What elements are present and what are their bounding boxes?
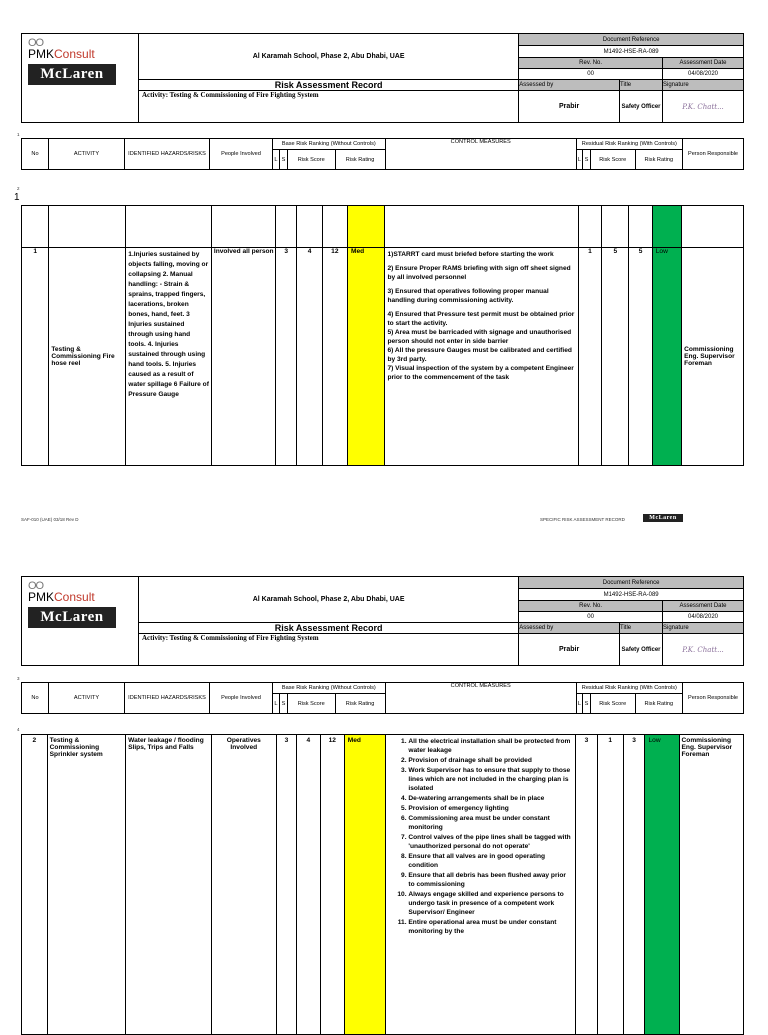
- col-rrating: Risk Rating: [635, 150, 682, 170]
- row1-activity: Testing & Commissioning Fire hose reel: [49, 248, 126, 466]
- signature-label: Signature: [663, 80, 744, 91]
- page1-header: [21, 33, 744, 123]
- row2-control-2: 2. Provision of drainage shall be provided: [408, 756, 573, 765]
- col-control: CONTROL MEASURES: [385, 139, 576, 170]
- row1-rscore: 5: [629, 248, 652, 466]
- row2-rs: 1: [597, 735, 623, 1035]
- logo-circles: OO: [28, 37, 44, 49]
- col-responsible: Person Responsible: [683, 139, 744, 170]
- row2-control-9: 9. Ensure that all debris has been flushed away prior to commissioning: [408, 871, 573, 889]
- rev: 00: [519, 69, 663, 80]
- row1-hazards: 1.Injuries sustained by objects falling, moving or collapsing 2. Manual handling: - Strain & sprains, trapped fingers, lacerations, broken bones, hand, feet. 3 Injuries sustained through using hand tools. 4. Injuries sustained through using hand tools. 5. Injuries caused as a result of water spillage 6 Failure of Pressure Gauge: [126, 248, 212, 466]
- row1-no: 1: [22, 248, 49, 466]
- row1-responsible: Commissioning Eng. Supervisor Foreman: [682, 248, 744, 466]
- row2-people: Operatives Involved: [211, 735, 276, 1035]
- col-people-2: People Involved: [210, 683, 273, 714]
- row2-control-4: 4. De-watering arrangements shall be in place: [408, 794, 573, 803]
- row2-rating: Med: [344, 735, 386, 1035]
- col-l-2: L: [273, 694, 280, 714]
- page1-column-header: [21, 138, 744, 170]
- row2-control-11: 11. Entire operational area must be under constant monitoring by the: [408, 918, 573, 936]
- logo-circles-2: OO: [28, 580, 44, 592]
- row2-responsible: Commissioning Eng. Supervisor Foreman: [679, 735, 743, 1035]
- logo-block: [22, 34, 139, 123]
- assess-date-label-2: Assessment Date: [663, 601, 744, 612]
- row1-control-4: 4) Ensured that Pressure test permit must be obtained prior to start the activity.: [387, 311, 575, 327]
- record-title: Risk Assessment Record: [139, 80, 519, 91]
- row1-control-2: 2) Ensure Proper RAMS briefing with sign off sheet signed by all involved personnel: [387, 265, 571, 281]
- col-residual-2: Residual Risk Ranking (With Controls): [576, 683, 682, 694]
- row2-rscore: 3: [623, 735, 645, 1035]
- rev-label-2: Rev. No.: [519, 601, 663, 612]
- col-rscore: Risk Score: [590, 150, 635, 170]
- doc-ref-label-2: Document Reference: [519, 577, 744, 589]
- footer-left: SAF-010 (UAE) 03/18 Rev D: [21, 517, 79, 522]
- row2-rrating: Low: [645, 735, 679, 1035]
- row2-score: 12: [320, 735, 344, 1035]
- row2-control-5: 5. Provision of emergency lighting: [408, 804, 573, 813]
- signature: P.K. Chatt...: [663, 91, 744, 123]
- rev-label: Rev. No.: [519, 58, 663, 69]
- assessor: Prabir: [519, 91, 620, 123]
- row2-table: [21, 734, 744, 1035]
- row1-control-7: 7) Visual inspection of the system by a competent Engineer prior to the commencement of the task: [387, 365, 574, 381]
- col-rating-2: Risk Rating: [335, 694, 385, 714]
- page-marker-1: 1: [17, 132, 20, 137]
- col-base-2: Base Risk Ranking (Without Controls): [273, 683, 386, 694]
- mclaren-logo: McLaren: [28, 64, 116, 85]
- logo-block-2: [22, 577, 139, 666]
- footer-mclaren-logo: McLaren: [643, 514, 683, 522]
- col-l: L: [273, 150, 280, 170]
- col-activity-2: ACTIVITY: [49, 683, 125, 714]
- project-title-2: Al Karamah School, Phase 2, Abu Dhabi, UAE: [139, 577, 519, 623]
- col-score: Risk Score: [287, 150, 335, 170]
- col-people: People Involved: [210, 139, 273, 170]
- page-marker-3: 3: [17, 676, 20, 681]
- assess-date: 04/08/2020: [663, 69, 744, 80]
- row1-rl: 1: [578, 248, 601, 466]
- signature-label-2: Signature: [663, 623, 744, 634]
- row2-control-1: 1. All the electrical installation shall be protected from water leakage: [408, 737, 573, 755]
- row1-score: 12: [322, 248, 347, 466]
- mclaren-logo-2: McLaren: [28, 607, 116, 628]
- record-title-2: Risk Assessment Record: [139, 623, 519, 634]
- table-row: [22, 248, 744, 466]
- row2-control-10: 10. Always engage skilled and experience persons to undergo task in presence of a competent work Supervisor/ Engineer: [408, 890, 573, 917]
- col-control-2: CONTROL MEASURES: [385, 683, 576, 714]
- rev-2: 00: [519, 612, 663, 623]
- row2-hazards: Water leakage / flooding Slips, Trips and Falls: [126, 735, 212, 1035]
- assessed-by-label-2: Assessed by: [519, 623, 620, 634]
- col-activity: ACTIVITY: [49, 139, 125, 170]
- row1-s: 4: [297, 248, 322, 466]
- col-rating: Risk Rating: [335, 150, 385, 170]
- row1-control-3: 3) Ensured that operatives following proper manual handling during commissioning activity.: [387, 288, 549, 304]
- col-no: No: [22, 139, 49, 170]
- row2-rl: 3: [576, 735, 598, 1035]
- col-rscore-2: Risk Score: [590, 694, 635, 714]
- col-rrating-2: Risk Rating: [635, 694, 682, 714]
- row2-control-6: 6. Commissioning area must be under constant monitoring: [408, 814, 573, 832]
- col-s-2: S: [279, 694, 287, 714]
- row2-l: 3: [276, 735, 296, 1035]
- row2-control-3: 3. Work Supervisor has to ensure that supply to those lines which are not included in the charging plan is isolated: [408, 766, 573, 793]
- row2-control-7: 7. Control valves of the pipe lines shall be tagged with 'unauthorized personal do not operate': [408, 833, 573, 851]
- signature-2: P.K. Chatt...: [663, 634, 744, 666]
- col-rl-2: L: [576, 694, 583, 714]
- assessed-by-label: Assessed by: [519, 80, 620, 91]
- row1-controls: [385, 248, 578, 466]
- row1-control-5: 5) Area must be barricaded with signage and unauthorised person should not enter in side barrier: [387, 329, 572, 345]
- doc-ref-2: M1492-HSE-RA-089: [519, 589, 744, 601]
- col-base: Base Risk Ranking (Without Controls): [273, 139, 386, 150]
- row1-people: Involved all person: [212, 248, 276, 466]
- title-label: Title: [620, 80, 663, 91]
- col-residual: Residual Risk Ranking (With Controls): [576, 139, 682, 150]
- col-hazards: IDENTIFIED HAZARDS/RISKS: [125, 139, 210, 170]
- footer-right: SPECIFIC RISK ASSESSMENT RECORD: [540, 517, 625, 522]
- row2-controls: [386, 735, 576, 1035]
- row1-rs: 5: [602, 248, 629, 466]
- assess-date-label: Assessment Date: [663, 58, 744, 69]
- page2-header: [21, 576, 744, 666]
- row2-no: 2: [22, 735, 48, 1035]
- row1-l: 3: [276, 248, 297, 466]
- row2-activity: Testing & Commissioning Sprinkler system: [47, 735, 125, 1035]
- doc-ref: M1492-HSE-RA-089: [519, 46, 744, 58]
- title-label-2: Title: [620, 623, 663, 634]
- activity-title-2: Activity: Testing & Commissioning of Fire Fighting System: [139, 634, 519, 666]
- page2-column-header: [21, 682, 744, 714]
- col-hazards-2: IDENTIFIED HAZARDS/RISKS: [125, 683, 210, 714]
- row1-rating: Med: [348, 248, 385, 466]
- page-marker-2b: 1: [14, 192, 20, 203]
- row1-control-6: 6) All the pressure Gauges must be calibrated and certified by 3rd party.: [387, 347, 572, 363]
- row1-rrating: Low: [652, 248, 681, 466]
- row1-table: [21, 205, 744, 466]
- col-no-2: No: [22, 683, 49, 714]
- project-title: Al Karamah School, Phase 2, Abu Dhabi, UAE: [139, 34, 519, 80]
- page-marker-4: 4: [17, 727, 20, 732]
- doc-ref-label: Document Reference: [519, 34, 744, 46]
- assessor-title: Safety Officer: [620, 91, 663, 123]
- page-marker-2: 2: [17, 186, 20, 191]
- col-rs-2: S: [583, 694, 591, 714]
- activity-title: Activity: Testing & Commissioning of Fire Fighting System: [139, 91, 519, 123]
- col-responsible-2: Person Responsible: [683, 683, 744, 714]
- row2-control-8: 8. Ensure that all valves are in good operating condition: [408, 852, 573, 870]
- row1-control-1: 1)STARRT card must briefed before starting the work: [387, 251, 554, 258]
- assessor-title-2: Safety Officer: [620, 634, 663, 666]
- col-rs: S: [583, 150, 591, 170]
- row2-s: 4: [296, 735, 320, 1035]
- assessor-2: Prabir: [519, 634, 620, 666]
- col-rl: L: [576, 150, 583, 170]
- col-score-2: Risk Score: [287, 694, 335, 714]
- table-row: [22, 735, 744, 1035]
- col-s: S: [279, 150, 287, 170]
- pmk-consult-logo-2: PMKConsult: [28, 590, 95, 604]
- pmk-consult-logo: PMKConsult: [28, 47, 95, 61]
- assess-date-2: 04/08/2020: [663, 612, 744, 623]
